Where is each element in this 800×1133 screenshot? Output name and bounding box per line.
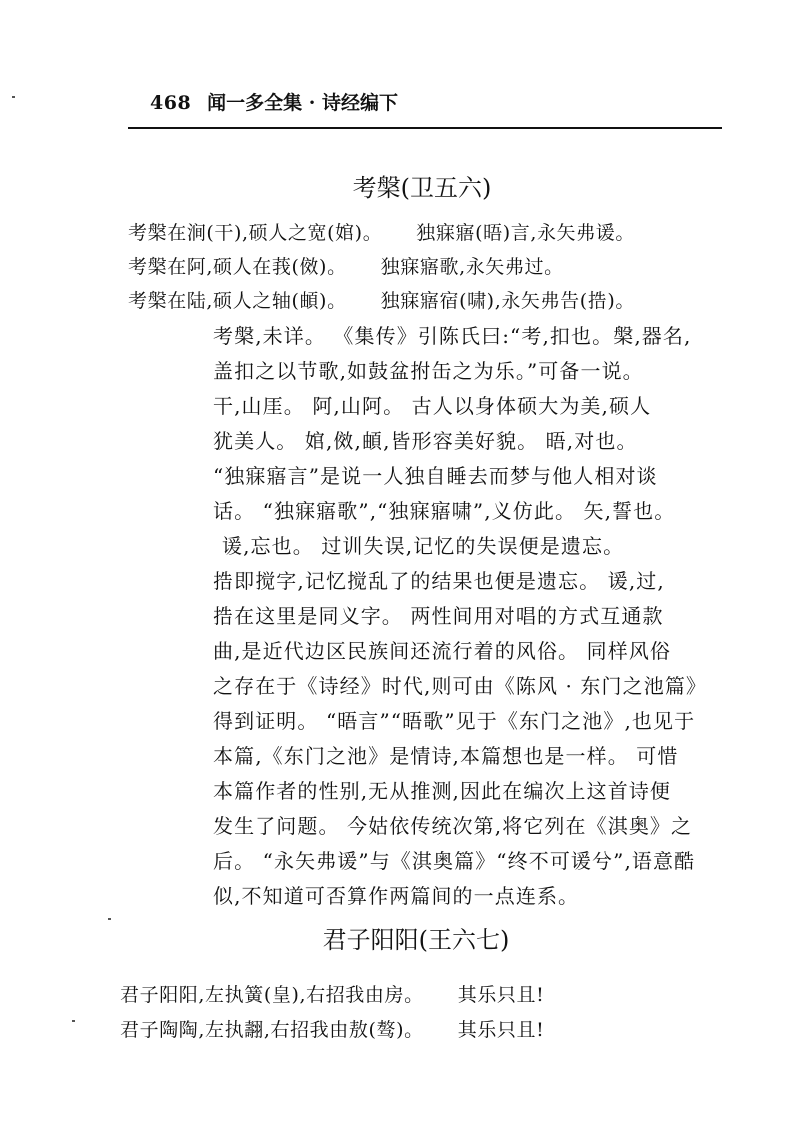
commentary-line: “独寐寤言”是说一人独自睡去而梦与他人相对谈 [213,464,658,488]
page-number: 468 [150,92,192,114]
commentary-line: 谖,忘也。 过训失误,记忆的失误便是遗忘。 [222,534,625,558]
verse-second-half: 独寐寤宿(啸),永矢弗告(捁)。 [380,290,635,312]
commentary-line: 盖扣之以节歌,如鼓盆拊缶之为乐。”可备一说。 [213,359,644,383]
commentary-line: 话。 “独寐寤歌”,“独寐寤啸”,义仿此。 矢,誓也。 [213,499,676,523]
commentary-line: 本篇,《东门之池》是情诗,本篇想也是一样。 可惜 [213,744,679,768]
commentary-line: 本篇作者的性别,无从推测,因此在编次上这首诗便 [213,779,672,803]
poem-title: 考槃(卫五六) [352,174,492,202]
verse-first-half: 君子陶陶,左执翿,右招我由敖(骜)。 [120,1019,424,1041]
commentary-line: 发生了问题。 今姑依传统次第,将它列在《淇奥》之 [213,814,693,838]
verse-second-half: 其乐只且! [457,1019,545,1041]
scan-speck [72,1020,75,1022]
commentary-line: 考槃,未详。 《集传》引陈氏曰:“考,扣也。槃,器名, [213,324,692,348]
commentary-line: 干,山厓。 阿,山阿。 古人以身体硕大为美,硕人 [213,394,652,418]
scan-speck [108,918,111,920]
verse-line [128,252,564,279]
commentary-line: 捁在这里是同义字。 两性间用对唱的方式互通款 [213,604,664,628]
verse-line [120,1015,544,1042]
poem-title: 君子阳阳(王六七) [322,926,510,954]
commentary-line: 犹美人。 婠,傚,頔,皆形容美好貌。 晤,对也。 [213,429,638,453]
verse-line [128,286,635,313]
commentary-line: 捁即搅字,记忆搅乱了的结果也便是遗忘。 谖,过, [213,569,665,593]
verse-second-half: 独寐寤(晤)言,永矢弗谖。 [416,222,635,244]
commentary-line: 曲,是近代边区民族间还流行着的风俗。 同样风俗 [213,639,672,663]
verse-first-half: 考槃在涧(干),硕人之宽(婠)。 [128,222,383,244]
verse-first-half: 君子阳阳,左执簧(皇),右招我由房。 [120,984,424,1006]
commentary-line: 得到证明。 “晤言”“晤歌”见于《东门之池》,也见于 [213,709,696,733]
verse-first-half: 考槃在陆,硕人之轴(頔)。 [128,290,347,312]
commentary-line: 后。 “永矢弗谖”与《淇奥篇》“终不可谖兮”,语意酷 [213,849,696,873]
running-header [150,88,720,115]
header-rule [128,127,722,129]
verse-line [120,980,544,1007]
verse-line [128,218,635,245]
verse-second-half: 其乐只且! [457,984,545,1006]
scan-speck [12,96,15,98]
commentary-line: 之存在于《诗经》时代,则可由《陈风 · 东门之池篇》 [213,674,708,698]
verse-second-half: 独寐寤歌,永矢弗过。 [380,256,564,278]
book-title: 闻一多全集 · 诗经编下 [207,92,399,114]
commentary-line: 似,不知道可否算作两篇间的一点连系。 [213,884,580,908]
verse-first-half: 考槃在阿,硕人在莪(傚)。 [128,256,347,278]
